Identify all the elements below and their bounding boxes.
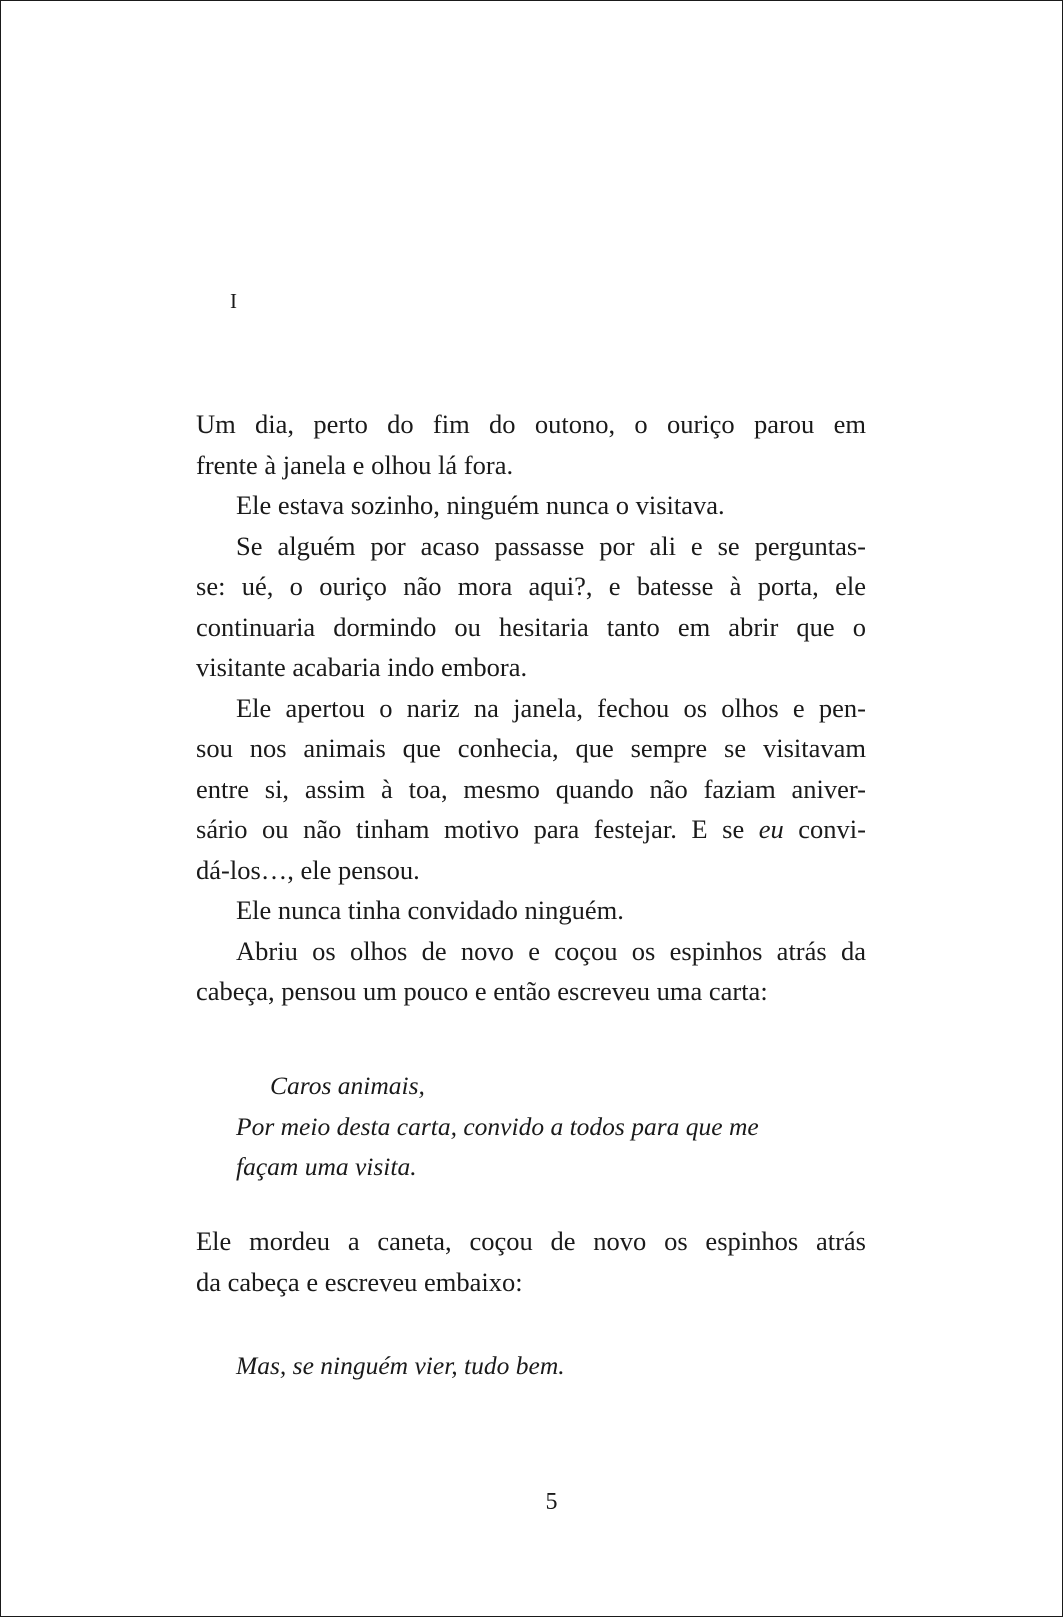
text-line: visitante acabaria indo embora. [196,652,528,682]
letter-line: façam uma visita. [236,1152,417,1181]
letter-greeting: Caros animais, [270,1071,425,1100]
text-line: Ele estava sozinho, ninguém nunca o visitava. [236,490,725,520]
text-line: Abriu os olhos de novo e coçou os espinhos atrás da [236,935,866,966]
letter-closing: Mas, se ninguém vier, tudo bem. [236,1351,565,1380]
text-line: da cabeça e escreveu embaixo: [196,1266,523,1297]
text-line: entre si, assim à toa, mesmo quando não faziam aniver- [196,773,866,804]
letter-quote [236,1066,856,1188]
emphasis-word: eu [758,814,784,844]
text-line: frente à janela e olhou lá fora. [196,449,514,480]
text-line: Se alguém por acaso passasse por ali e se perguntas- [236,530,866,561]
text-line: continuaria dormindo ou hesitaria tanto em abrir que o [196,611,866,642]
after-letter-text [196,1221,866,1302]
text-line: cabeça, pensou um pouco e então escreveu uma carta: [196,976,768,1006]
paragraph [196,526,866,688]
text-line: Um dia, perto do fim do outono, o ouriço parou em [196,409,866,439]
text-segment: convi- [783,814,866,844]
paragraph [196,688,866,891]
text-line: Ele mordeu a caneta, coçou de novo os espinhos atrás [196,1226,866,1256]
text-line-with-emphasis [196,809,866,850]
letter-line: Por meio desta carta, convido a todos para que me [236,1111,759,1141]
text-line: Ele apertou o nariz na janela, fechou os olhos e pen- [236,692,866,723]
text-line: se: ué, o ouriço não mora aqui?, e batesse à porta, ele [196,571,866,601]
text-line: sou nos animais que conhecia, que sempre se visitavam [196,733,866,763]
paragraph [196,931,866,1012]
page-number: 5 [545,1489,558,1515]
chapter-number: I [230,289,237,313]
text-line: dá-los…, ele pensou. [196,854,420,885]
paragraph [196,404,866,485]
text-line: Ele nunca tinha convidado ninguém. [236,895,624,925]
paragraph [196,890,866,931]
paragraph [196,1221,866,1302]
text-segment: sário ou não tinham motivo para festejar. E se [196,814,759,844]
paragraph [196,485,866,526]
main-text [196,404,866,1012]
